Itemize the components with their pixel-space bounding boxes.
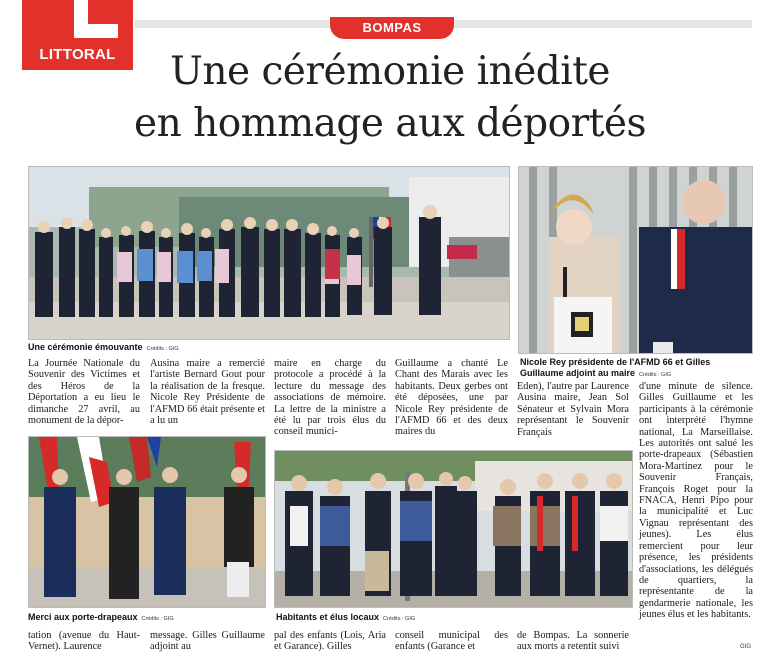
photo-speakers bbox=[518, 166, 753, 354]
column-6-text: d'une minute de silence. Gilles Guillaume et les participants à la cérémonie ont interprété l'hymne national, La Marseillaise. Les autorités ont salué les porte-drapeaux (Sébastien Mora-Martinez pour le Souvenir Français, François Roget pour la FNACA, Henri Pipo pour la municipalité et Luc Vignau représentant des jeunes). Les élus remercient pour leur présence, les présidents d'associations, les délégués de quartiers, la représentante de la gendarmerie nationale, les jeunes élus et les habitants. bbox=[639, 381, 753, 621]
caption-flag-bearers-text: Merci aux porte-drapeaux bbox=[28, 612, 138, 622]
caption-speakers-line-2: Guillaume adjoint au maire bbox=[520, 368, 636, 378]
speakers-illustration bbox=[519, 167, 752, 353]
column-3 bbox=[274, 358, 386, 438]
column-6 bbox=[639, 381, 753, 621]
bottom-column-5-text: de Bompas. La sonnerie aux morts a retentit suivi bbox=[517, 630, 629, 653]
bottom-column-4 bbox=[395, 630, 508, 653]
bottom-column-1 bbox=[28, 630, 140, 653]
credit-speakers: Crédits : GIG bbox=[639, 372, 672, 378]
column-4 bbox=[395, 358, 508, 438]
footer-code: GIG bbox=[739, 644, 751, 650]
bottom-column-5 bbox=[517, 630, 629, 653]
caption-locals bbox=[276, 612, 415, 622]
caption-ceremony bbox=[28, 342, 179, 352]
logo-text: LITTORAL bbox=[39, 46, 116, 63]
caption-flag-bearers bbox=[28, 612, 174, 622]
column-4-text: Guillaume a chanté Le Chant des Marais avec les habitants. Deux gerbes ont été déposées, une par Nicole Rey présidente de l'AFMD 66 et des deux maires du bbox=[395, 358, 508, 438]
photo-ceremony bbox=[28, 166, 510, 340]
flag-bearers-illustration bbox=[29, 437, 265, 607]
bottom-column-3-text: pal des enfants (Lois, Aria et Garance). Gilles bbox=[274, 630, 386, 653]
column-1 bbox=[28, 358, 140, 426]
credit-locals: Crédits : GIG bbox=[383, 616, 416, 622]
caption-ceremony-text: Une cérémonie émouvante bbox=[28, 342, 143, 352]
column-2 bbox=[150, 358, 265, 426]
bottom-column-3 bbox=[274, 630, 386, 653]
caption-locals-text: Habitants et élus locaux bbox=[276, 612, 380, 622]
photo-flag-bearers bbox=[28, 436, 266, 608]
column-2-text: Ausina maire a remercié l'artiste Bernard Gout pour la réalisation de la fresque. Nicole Rey Présidente de l'AFMD 66 était présente et a lu un bbox=[150, 358, 265, 427]
section-ribbon: BOMPAS bbox=[330, 17, 454, 39]
credit-ceremony: Crédits : GIG bbox=[146, 346, 179, 352]
article-headline bbox=[60, 46, 720, 150]
bottom-column-2-text: message. Gilles Guillaume adjoint au bbox=[150, 630, 265, 653]
caption-speakers bbox=[520, 357, 752, 381]
caption-speakers-line-1: Nicole Rey présidente de l'AFMD 66 et Gilles bbox=[520, 357, 711, 367]
column-5-text: Eden), l'autre par Laurence Ausina maire, Jean Sol Sénateur et Sylvain Mora représentant le Souvenir Français bbox=[517, 381, 629, 438]
bottom-column-4-text: conseil municipal des enfants (Garance et bbox=[395, 630, 508, 653]
littoral-logo-mark bbox=[60, 0, 124, 40]
bottom-column-2 bbox=[150, 630, 265, 653]
headline-line-2: en hommage aux déportés bbox=[133, 101, 646, 146]
photo-locals bbox=[274, 450, 633, 608]
column-1-text: La Journée Nationale du Souvenir des Victimes et des Héros de la Déportation a eu lieu le dimanche 27 avril, au monument de la dépor- bbox=[28, 358, 140, 427]
column-5 bbox=[517, 381, 629, 438]
locals-illustration bbox=[275, 451, 632, 607]
headline-line-1: Une cérémonie inédite bbox=[170, 49, 610, 94]
bottom-column-1-text: tation (avenue du Haut-Vernet). Laurence bbox=[28, 630, 140, 653]
ceremony-group-illustration bbox=[29, 167, 509, 339]
column-3-text: maire en charge du protocole a procédé à la lecture du message des associations de mémoire. La lettre de la ministre a été lu par trois élus du conseil munici- bbox=[274, 358, 386, 438]
credit-flag-bearers: Crédits : GIG bbox=[141, 616, 174, 622]
